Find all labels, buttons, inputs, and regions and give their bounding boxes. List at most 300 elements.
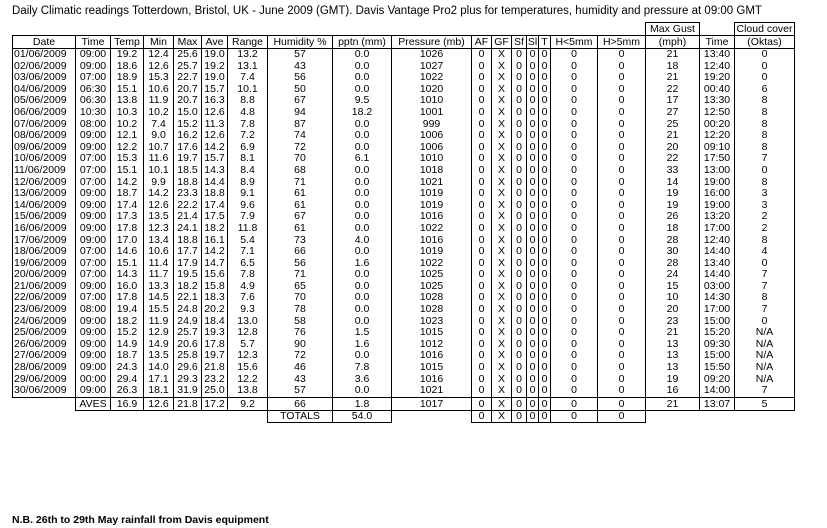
cell-cloud: 2 [735, 211, 795, 223]
ave-max: 21.8 [174, 397, 202, 410]
cell-h-lt5: 0 [551, 385, 598, 397]
cell-temp: 10.2 [111, 119, 144, 131]
cell-ave: 15.7 [202, 153, 228, 165]
cell-h-lt5: 0 [551, 153, 598, 165]
cell-gust-mph: 17 [646, 95, 700, 107]
cell-gust-mph: 26 [646, 211, 700, 223]
cell-sl: 0 [527, 72, 539, 84]
cell-af: 0 [472, 188, 492, 200]
cell-date: 25/06/2009 [13, 327, 76, 339]
cell-cloud: 7 [735, 385, 795, 397]
cell-h-lt5: 0 [551, 119, 598, 131]
cell-t: 0 [539, 211, 551, 223]
cell-min: 13.5 [144, 350, 174, 362]
cell-h-lt5: 0 [551, 177, 598, 189]
cell-gust-mph: 28 [646, 235, 700, 247]
cell-date: 24/06/2009 [13, 316, 76, 328]
cell-t: 0 [539, 304, 551, 316]
cell-range: 15.6 [228, 362, 268, 374]
cell-date: 09/06/2009 [13, 142, 76, 154]
cell-sf: 0 [512, 258, 527, 270]
blank-cell [228, 410, 268, 423]
cell-humidity: 57 [268, 49, 333, 61]
cell-sl: 0 [527, 61, 539, 73]
cell-ave: 17.5 [202, 211, 228, 223]
cell-gust-mph: 19 [646, 374, 700, 386]
cell-sl: 0 [527, 316, 539, 328]
cell-date: 11/06/2009 [13, 165, 76, 177]
cell-af: 0 [472, 177, 492, 189]
footnote: N.B. 26th to 29th May rainfall from Davis equipment [12, 514, 269, 526]
cell-temp: 17.3 [111, 211, 144, 223]
total-h-gt5: 0 [598, 410, 646, 423]
cell-pptn: 0.0 [333, 49, 392, 61]
cell-pptn: 0.0 [333, 246, 392, 258]
cell-af: 0 [472, 292, 492, 304]
cell-humidity: 61 [268, 188, 333, 200]
cell-af: 0 [472, 385, 492, 397]
cell-gust-mph: 33 [646, 165, 700, 177]
cell-range: 12.2 [228, 374, 268, 386]
cell-gf: X [492, 119, 512, 131]
cell-max: 17.6 [174, 142, 202, 154]
cell-gust-time: 17:00 [700, 223, 735, 235]
cell-temp: 13.8 [111, 95, 144, 107]
cell-date: 07/06/2009 [13, 119, 76, 131]
cell-h-gt5: 0 [598, 281, 646, 293]
cell-sl: 0 [527, 374, 539, 386]
cell-time: 09:00 [76, 211, 111, 223]
cell-gust-mph: 13 [646, 362, 700, 374]
cell-ave: 23.2 [202, 374, 228, 386]
cell-h-gt5: 0 [598, 362, 646, 374]
cell-max: 24.9 [174, 316, 202, 328]
cell-pressure: 1016 [392, 235, 472, 247]
cell-range: 9.1 [228, 188, 268, 200]
cell-pptn: 18.2 [333, 107, 392, 119]
column-header-row [13, 36, 795, 49]
cell-date: 22/06/2009 [13, 292, 76, 304]
cell-h-gt5: 0 [598, 119, 646, 131]
cell-date: 26/06/2009 [13, 339, 76, 351]
ave-pptn: 1.8 [333, 397, 392, 410]
cell-date: 27/06/2009 [13, 350, 76, 362]
cell-t: 0 [539, 258, 551, 270]
cell-sf: 0 [512, 119, 527, 131]
cell-gust-mph: 21 [646, 49, 700, 61]
cell-ave: 15.8 [202, 281, 228, 293]
cell-gust-mph: 20 [646, 304, 700, 316]
cell-pressure: 1028 [392, 292, 472, 304]
cell-pressure: 1019 [392, 200, 472, 212]
col-header-sl: Sl [527, 36, 538, 48]
cell-time: 06:30 [76, 84, 111, 96]
cell-gust-time: 15:00 [700, 316, 735, 328]
cell-max: 20.7 [174, 95, 202, 107]
cell-af: 0 [472, 374, 492, 386]
cell-sf: 0 [512, 385, 527, 397]
cell-gf: X [492, 246, 512, 258]
cell-gust-mph: 24 [646, 269, 700, 281]
cell-h-lt5: 0 [551, 211, 598, 223]
cell-h-lt5: 0 [551, 107, 598, 119]
cell-sl: 0 [527, 119, 539, 131]
cell-max: 22.1 [174, 292, 202, 304]
cell-time: 09:00 [76, 316, 111, 328]
cell-date: 20/06/2009 [13, 269, 76, 281]
cell-time: 09:00 [76, 188, 111, 200]
cell-h-lt5: 0 [551, 130, 598, 142]
cell-sl: 0 [527, 84, 539, 96]
cell-date: 21/06/2009 [13, 281, 76, 293]
cell-gust-mph: 13 [646, 350, 700, 362]
cell-h-lt5: 0 [551, 223, 598, 235]
cell-gf: X [492, 49, 512, 61]
cell-gf: X [492, 339, 512, 351]
cell-h-gt5: 0 [598, 385, 646, 397]
cell-temp: 12.2 [111, 142, 144, 154]
cell-range: 7.2 [228, 130, 268, 142]
cell-max: 22.7 [174, 72, 202, 84]
cell-sf: 0 [512, 142, 527, 154]
cell-sf: 0 [512, 281, 527, 293]
cell-pptn: 0.0 [333, 61, 392, 73]
table-row [13, 188, 795, 200]
cell-gust-time: 17:50 [700, 153, 735, 165]
cell-humidity: 67 [268, 211, 333, 223]
cell-humidity: 56 [268, 258, 333, 270]
cell-af: 0 [472, 72, 492, 84]
col-header-t: T [539, 36, 551, 49]
cell-cloud: N/A [735, 327, 795, 339]
page-title: Daily Climatic readings Totterdown, Bristol, UK - June 2009 (GMT). Davis Vantage Pro2 plus for temperatures, humidity and pressure at 09:00 GMT [12, 5, 762, 17]
cell-gf: X [492, 316, 512, 328]
cell-humidity: 46 [268, 362, 333, 374]
cell-min: 13.4 [144, 235, 174, 247]
cell-humidity: 58 [268, 316, 333, 328]
cell-humidity: 70 [268, 153, 333, 165]
cell-cloud: 3 [735, 188, 795, 200]
cell-min: 10.1 [144, 165, 174, 177]
cell-range: 9.3 [228, 304, 268, 316]
cell-gust-time: 13:20 [700, 211, 735, 223]
cell-t: 0 [539, 142, 551, 154]
cell-h-gt5: 0 [598, 269, 646, 281]
cell-af: 0 [472, 61, 492, 73]
cell-range: 8.4 [228, 165, 268, 177]
cell-min: 9.9 [144, 177, 174, 189]
cell-sf: 0 [512, 316, 527, 328]
cell-date: 12/06/2009 [13, 177, 76, 189]
cell-ave: 14.7 [202, 258, 228, 270]
cell-h-lt5: 0 [551, 362, 598, 374]
cell-max: 18.2 [174, 281, 202, 293]
cell-temp: 15.2 [111, 327, 144, 339]
cell-min: 15.5 [144, 304, 174, 316]
cell-date: 18/06/2009 [13, 246, 76, 258]
cell-pptn: 0.0 [333, 142, 392, 154]
cell-min: 14.5 [144, 292, 174, 304]
cell-gust-mph: 18 [646, 61, 700, 73]
cell-range: 7.8 [228, 269, 268, 281]
cell-cloud: 3 [735, 200, 795, 212]
cell-gf: X [492, 107, 512, 119]
cell-range: 4.8 [228, 107, 268, 119]
cell-ave: 17.4 [202, 200, 228, 212]
cell-min: 11.4 [144, 258, 174, 270]
cell-humidity: 72 [268, 142, 333, 154]
cell-humidity: 94 [268, 107, 333, 119]
cell-sl: 0 [527, 107, 539, 119]
cell-ave: 20.2 [202, 304, 228, 316]
cell-time: 09:00 [76, 142, 111, 154]
cell-date: 13/06/2009 [13, 188, 76, 200]
cell-h-gt5: 0 [598, 61, 646, 73]
cell-ave: 19.0 [202, 72, 228, 84]
table-row [13, 246, 795, 258]
cell-ave: 11.3 [202, 119, 228, 131]
cell-sl: 0 [527, 304, 539, 316]
table-row [13, 107, 795, 119]
cell-min: 10.6 [144, 246, 174, 258]
cell-h-gt5: 0 [598, 235, 646, 247]
col-header-ave: Ave [202, 36, 228, 49]
cell-pressure: 1025 [392, 281, 472, 293]
cell-pptn: 0.0 [333, 84, 392, 96]
cell-sl: 0 [527, 188, 539, 200]
cell-gust-time: 16:00 [700, 188, 735, 200]
ave-af: 0 [472, 397, 492, 410]
cell-sl: 0 [527, 211, 539, 223]
cell-ave: 19.0 [202, 49, 228, 61]
cell-h-lt5: 0 [551, 258, 598, 270]
cell-t: 0 [539, 61, 551, 73]
cell-gust-mph: 10 [646, 292, 700, 304]
cell-temp: 10.3 [111, 107, 144, 119]
cell-h-lt5: 0 [551, 61, 598, 73]
cell-range: 7.6 [228, 292, 268, 304]
cell-sl: 0 [527, 153, 539, 165]
cell-gust-time: 14:40 [700, 246, 735, 258]
cell-sf: 0 [512, 269, 527, 281]
col-header-pptn: pptn (mm) [333, 36, 392, 49]
cell-date: 14/06/2009 [13, 200, 76, 212]
cell-h-lt5: 0 [551, 188, 598, 200]
cell-h-lt5: 0 [551, 246, 598, 258]
cell-sl: 0 [527, 350, 539, 362]
col-header-date: Date [13, 36, 76, 49]
cell-ave: 16.3 [202, 95, 228, 107]
cell-gust-mph: 30 [646, 246, 700, 258]
cell-cloud: 0 [735, 316, 795, 328]
cell-t: 0 [539, 188, 551, 200]
cell-gust-mph: 14 [646, 177, 700, 189]
cell-ave: 19.7 [202, 350, 228, 362]
cell-gf: X [492, 350, 512, 362]
cell-gust-mph: 22 [646, 153, 700, 165]
cell-range: 7.9 [228, 211, 268, 223]
cell-min: 13.3 [144, 281, 174, 293]
cell-max: 23.3 [174, 188, 202, 200]
cell-pptn: 0.0 [333, 281, 392, 293]
cell-time: 07:00 [76, 177, 111, 189]
ave-gust-mph: 21 [646, 397, 700, 410]
cell-pptn: 0.0 [333, 165, 392, 177]
cell-pressure: 1018 [392, 165, 472, 177]
cell-gust-time: 15:00 [700, 350, 735, 362]
cell-h-lt5: 0 [551, 327, 598, 339]
cell-max: 16.2 [174, 130, 202, 142]
cell-sf: 0 [512, 153, 527, 165]
cell-af: 0 [472, 211, 492, 223]
cell-sl: 0 [527, 327, 539, 339]
table-row [13, 223, 795, 235]
cell-pressure: 1015 [392, 327, 472, 339]
cell-gust-mph: 20 [646, 142, 700, 154]
cell-pptn: 9.5 [333, 95, 392, 107]
col-header-min: Min [144, 36, 174, 49]
cell-max: 25.6 [174, 49, 202, 61]
cell-h-lt5: 0 [551, 350, 598, 362]
cell-date: 30/06/2009 [13, 385, 76, 397]
cell-pressure: 1021 [392, 177, 472, 189]
cell-range: 5.4 [228, 235, 268, 247]
cell-h-gt5: 0 [598, 304, 646, 316]
cell-pressure: 1016 [392, 374, 472, 386]
total-pptn: 54.0 [333, 410, 392, 423]
cell-min: 11.6 [144, 153, 174, 165]
cell-max: 19.7 [174, 153, 202, 165]
cell-ave: 14.4 [202, 177, 228, 189]
cell-range: 13.0 [228, 316, 268, 328]
cell-af: 0 [472, 235, 492, 247]
cell-sf: 0 [512, 49, 527, 61]
cell-range: 8.1 [228, 153, 268, 165]
cell-af: 0 [472, 258, 492, 270]
cell-gust-mph: 27 [646, 107, 700, 119]
ave-ave: 17.2 [202, 397, 228, 410]
cell-time: 07:00 [76, 258, 111, 270]
cell-gust-time: 00:40 [700, 84, 735, 96]
cell-h-lt5: 0 [551, 374, 598, 386]
cell-time: 09:00 [76, 339, 111, 351]
cell-max: 20.7 [174, 84, 202, 96]
cell-ave: 14.3 [202, 165, 228, 177]
cell-h-gt5: 0 [598, 350, 646, 362]
col-header-gust-time: Time [700, 36, 735, 49]
cell-t: 0 [539, 177, 551, 189]
cell-pptn: 0.0 [333, 292, 392, 304]
cell-t: 0 [539, 200, 551, 212]
cell-min: 10.2 [144, 107, 174, 119]
cell-sf: 0 [512, 61, 527, 73]
cell-h-gt5: 0 [598, 188, 646, 200]
cell-time: 09:00 [76, 223, 111, 235]
cell-max: 24.8 [174, 304, 202, 316]
cell-af: 0 [472, 246, 492, 258]
cell-min: 7.4 [144, 119, 174, 131]
cell-gf: X [492, 61, 512, 73]
cell-t: 0 [539, 362, 551, 374]
cell-pressure: 1025 [392, 269, 472, 281]
cell-h-gt5: 0 [598, 165, 646, 177]
cell-min: 12.6 [144, 61, 174, 73]
cell-gust-time: 12:50 [700, 107, 735, 119]
cell-range: 6.9 [228, 142, 268, 154]
cell-humidity: 50 [268, 84, 333, 96]
cell-temp: 18.6 [111, 61, 144, 73]
cell-pressure: 1026 [392, 49, 472, 61]
col-header-temp: Temp [111, 36, 144, 49]
cell-h-gt5: 0 [598, 246, 646, 258]
cell-cloud: 0 [735, 61, 795, 73]
cell-t: 0 [539, 119, 551, 131]
ave-humidity: 66 [268, 397, 333, 410]
cell-t: 0 [539, 107, 551, 119]
cell-pptn: 0.0 [333, 304, 392, 316]
cell-time: 07:00 [76, 153, 111, 165]
cell-gust-time: 19:00 [700, 200, 735, 212]
cell-pressure: 1010 [392, 95, 472, 107]
cell-t: 0 [539, 130, 551, 142]
cell-sf: 0 [512, 350, 527, 362]
cell-pressure: 1010 [392, 153, 472, 165]
cell-temp: 24.3 [111, 362, 144, 374]
cell-af: 0 [472, 130, 492, 142]
cell-temp: 17.4 [111, 200, 144, 212]
cell-pressure: 1019 [392, 246, 472, 258]
cell-humidity: 76 [268, 327, 333, 339]
cell-gf: X [492, 130, 512, 142]
cell-ave: 18.8 [202, 188, 228, 200]
cell-min: 10.6 [144, 84, 174, 96]
cell-min: 14.0 [144, 362, 174, 374]
cell-h-gt5: 0 [598, 292, 646, 304]
cell-af: 0 [472, 281, 492, 293]
ave-sl: 0 [527, 397, 539, 410]
cell-gf: X [492, 211, 512, 223]
cell-sf: 0 [512, 362, 527, 374]
cell-humidity: 61 [268, 223, 333, 235]
ave-pressure: 1017 [392, 397, 472, 410]
cell-ave: 18.3 [202, 292, 228, 304]
col-header-gf: GF [492, 36, 512, 49]
cell-min: 14.9 [144, 339, 174, 351]
cell-sl: 0 [527, 269, 539, 281]
cell-temp: 17.8 [111, 223, 144, 235]
cell-date: 06/06/2009 [13, 107, 76, 119]
cell-date: 29/06/2009 [13, 374, 76, 386]
cell-time: 07:00 [76, 72, 111, 84]
cell-time: 06:30 [76, 95, 111, 107]
cell-time: 08:00 [76, 304, 111, 316]
ave-cloud: 5 [735, 397, 795, 410]
cell-max: 17.7 [174, 246, 202, 258]
cell-pressure: 1006 [392, 130, 472, 142]
cell-temp: 14.2 [111, 177, 144, 189]
cell-cloud: 2 [735, 223, 795, 235]
cell-max: 25.8 [174, 350, 202, 362]
cell-gust-mph: 18 [646, 223, 700, 235]
cell-date: 03/06/2009 [13, 72, 76, 84]
cell-gust-time: 13:40 [700, 258, 735, 270]
cell-time: 09:00 [76, 385, 111, 397]
cell-sl: 0 [527, 200, 539, 212]
cell-h-gt5: 0 [598, 84, 646, 96]
cell-af: 0 [472, 327, 492, 339]
cell-gf: X [492, 258, 512, 270]
cell-gust-time: 14:40 [700, 269, 735, 281]
